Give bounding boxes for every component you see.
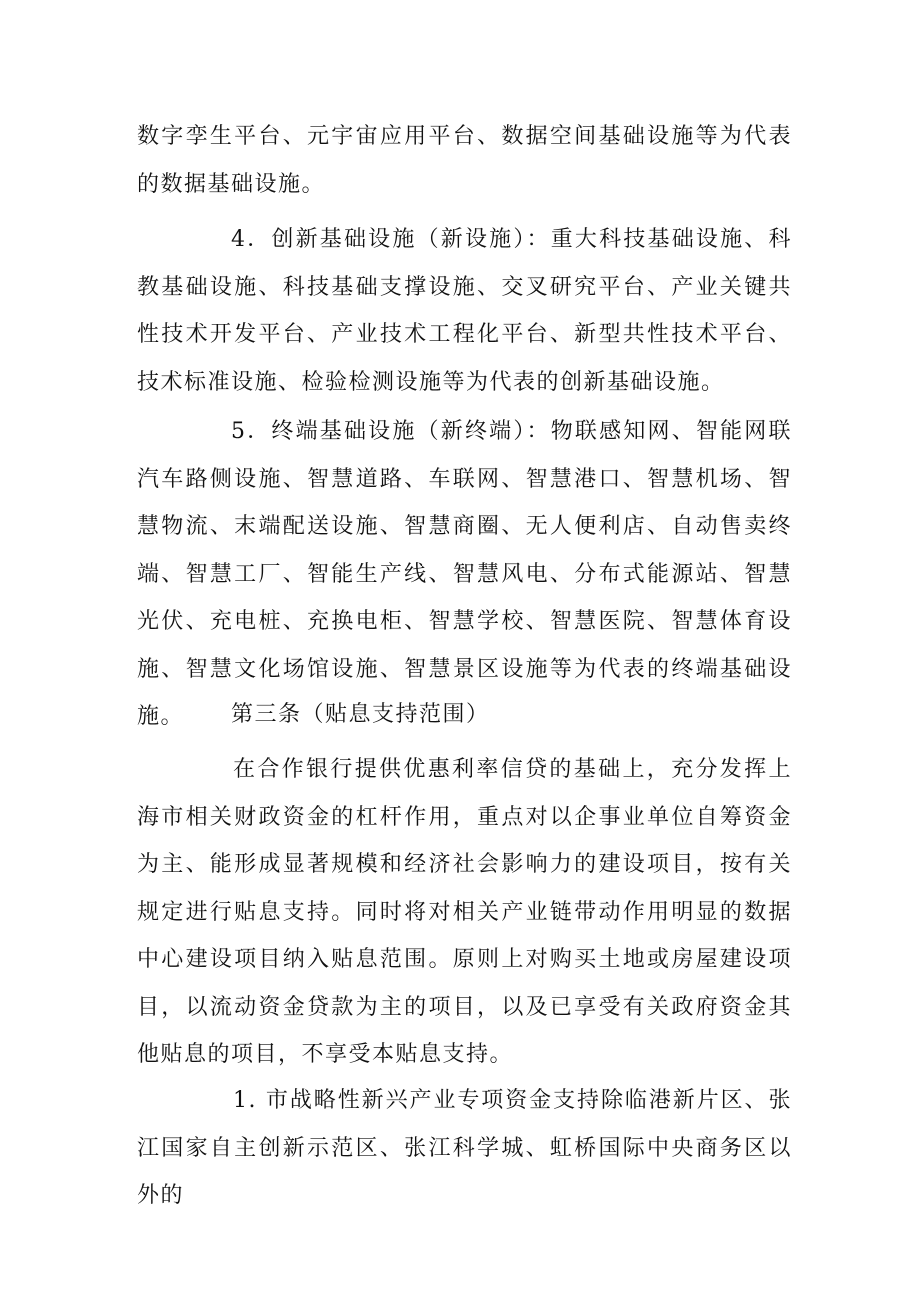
paragraph-subsidy-scope: 在合作银行提供优惠利率信贷的基础上，充分发挥上海市相关财政资金的杠杆作用，重点对以企事业单位自筹资金为主、能形成显著规模和经济社会影响力的建设项目，按有关规定进行贴息支持。同时将对相关产业链带动作用明显的数据中心建设项目纳入贴息范围。原则上对购买土地或房屋建设项目，以流动资金贷款为主的项目，以及已享受有关政府资金其他贴息的项目，不享受本贴息支持。 bbox=[137, 757, 792, 1067]
paragraph-data-infrastructure-tail: 数字孪生平台、元宇宙应用平台、数据空间基础设施等为代表的数据基础设施。 bbox=[137, 124, 792, 197]
paragraph-item-1: 1. 市战略性新兴产业专项资金支持除临港新片区、张江国家自主创新示范区、张江科学城、虹桥国际中央商务区以外的 bbox=[137, 1088, 792, 1208]
article-heading: 第三条（贴息支持范围） bbox=[231, 702, 490, 727]
paragraph-innovation-infrastructure: 4．创新基础设施（新设施）：重大科技基础设施、科教基础设施、科技基础支撑设施、交叉研究平台、产业关键共性技术开发平台、产业技术工程化平台、新型共性技术平台、技术标准设施、检验检测设施等为代表的创新基础设施。 bbox=[137, 227, 792, 395]
paragraph-terminal-infrastructure: 5．终端基础设施（新终端）：物联感知网、智能网联汽车路侧设施、智慧道路、车联网、智慧港口、智慧机场、智慧物流、末端配送设施、智慧商圈、无人便利店、自动售卖终端、智慧工厂、智能生产线、智慧风电、分布式能源站、智慧光伏、充电桩、充换电柜、智慧学校、智慧医院、智慧体育设施、智慧文化场馆设施、智慧景区设施等为代表的终端基础设施。 bbox=[137, 419, 792, 729]
